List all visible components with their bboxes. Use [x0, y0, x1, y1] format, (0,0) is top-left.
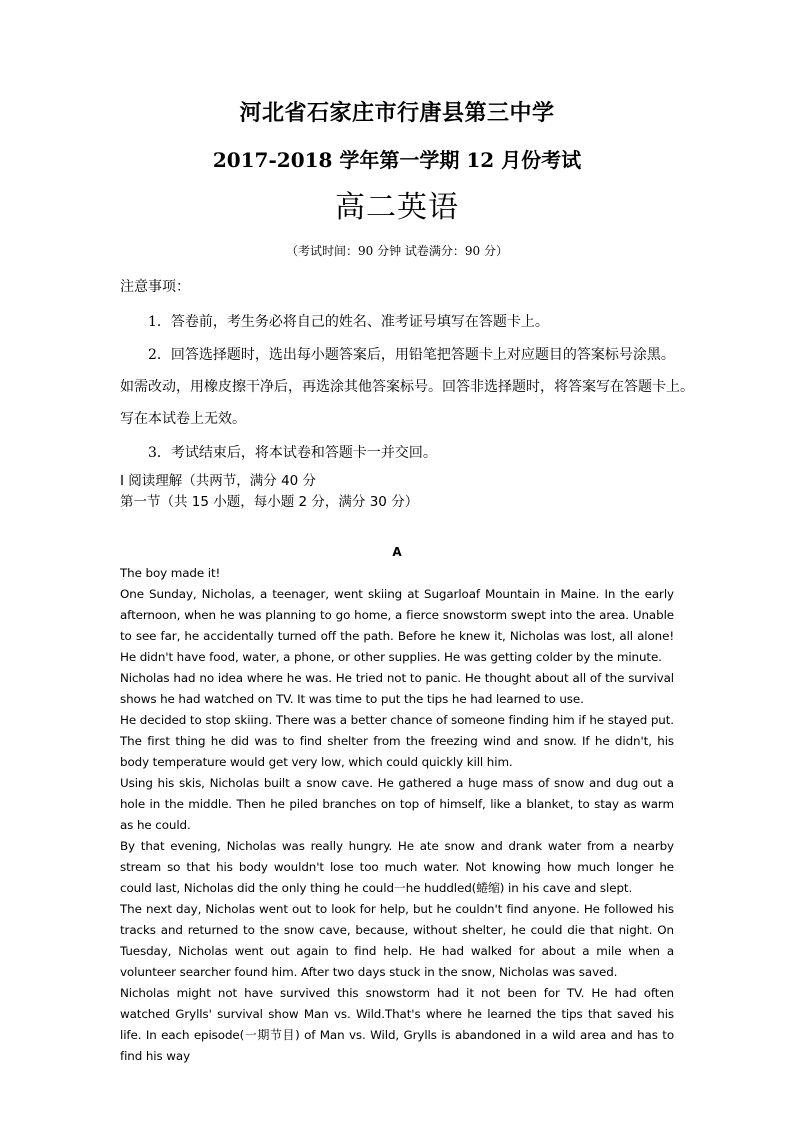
- exam-title: 2017-2018 学年第一学期 12 月份考试: [212, 148, 582, 172]
- passage-letter: A: [392, 545, 402, 559]
- passage-paragraph: He decided to stop skiing. There was a better chance of someone finding him if he stayed put. The first thing he did was to find shelter from the freezing wind and snow. If he didn't, his body temperature would get very low, which could quickly kill him.: [120, 713, 674, 769]
- passage-body: [120, 563, 674, 1067]
- passage-paragraph: Using his skis, Nicholas built a snow cave. He gathered a huge mass of snow and dug out a hole in the middle. Then he piled branches on top of himself, like a blanket, to stay as warm as he could.: [120, 776, 674, 832]
- notice-title: 注意事项：: [120, 279, 190, 295]
- notice-item-1: 1．答卷前，考生务必将自己的姓名、准考证号填写在答题卡上。: [148, 314, 549, 330]
- passage-paragraph: By that evening, Nicholas was really hungry. He ate snow and drank water from a nearby stream so that his body wouldn't lose too much water. Not knowing how much longer he could last, Nicholas did the only thing he could一he huddled(蜷缩) in his cave and slept.: [120, 839, 674, 895]
- passage-paragraph: Nicholas might not have survived this snowstorm had it not been for TV. He had often watched Grylls' survival show Man vs. Wild.That's where he learned the tips that saved his life. In each episode(一期节目) of Man vs. Wild, Grylls is abandoned in a wild area and has to find his way: [120, 986, 674, 1063]
- school-title: 河北省石家庄市行唐县第三中学: [239, 100, 555, 126]
- section-title: 第一节（共 15 小题，每小题 2 分，满分 30 分）: [120, 494, 419, 510]
- passage-paragraph: The next day, Nicholas went out to look for help, but he couldn't find anyone. He followed his tracks and returned to the snow cave, because, without shelter, he could die that night. On Tuesday, Nicholas went out again to find help. He had walked for about a mile when a volunteer searcher found him. After two days stuck in the snow, Nicholas was saved.: [120, 902, 674, 979]
- passage-paragraph: One Sunday, Nicholas, a teenager, went skiing at Sugarloaf Mountain in Maine. In the early afternoon, when he was planning to go home, a fierce snowstorm swept into the area. Unable to see far, he accidentally turned off the path. Before he knew it, Nicholas was lost, all alone! He didn't have food, water, a phone, or other supplies. He was getting colder by the minute.: [120, 587, 674, 664]
- notice-item-2-line-1: 2．回答选择题时，选出每小题答案后，用铅笔把答题卡上对应题目的答案标号涂黑。: [148, 347, 675, 363]
- subject-title: 高二英语: [335, 190, 459, 225]
- passage-paragraph: The boy made it!: [120, 566, 221, 580]
- passage-paragraph: Nicholas had no idea where he was. He tried not to panic. He thought about all of the survival shows he had watched on TV. It was time to put the tips he had learned to use.: [120, 671, 674, 706]
- notice-item-2-line-2: 如需改动，用橡皮擦干净后，再选涂其他答案标号。回答非选择题时，将答案写在答题卡上。: [120, 379, 694, 395]
- exam-info: （考试时间：90 分钟 试卷满分：90 分）: [286, 244, 508, 258]
- part-title: I 阅读理解（共两节，满分 40 分: [120, 473, 317, 489]
- notice-item-2-line-3: 写在本试卷上无效。: [120, 411, 246, 427]
- notice-item-3: 3．考试结束后，将本试卷和答题卡一并交回。: [148, 445, 437, 461]
